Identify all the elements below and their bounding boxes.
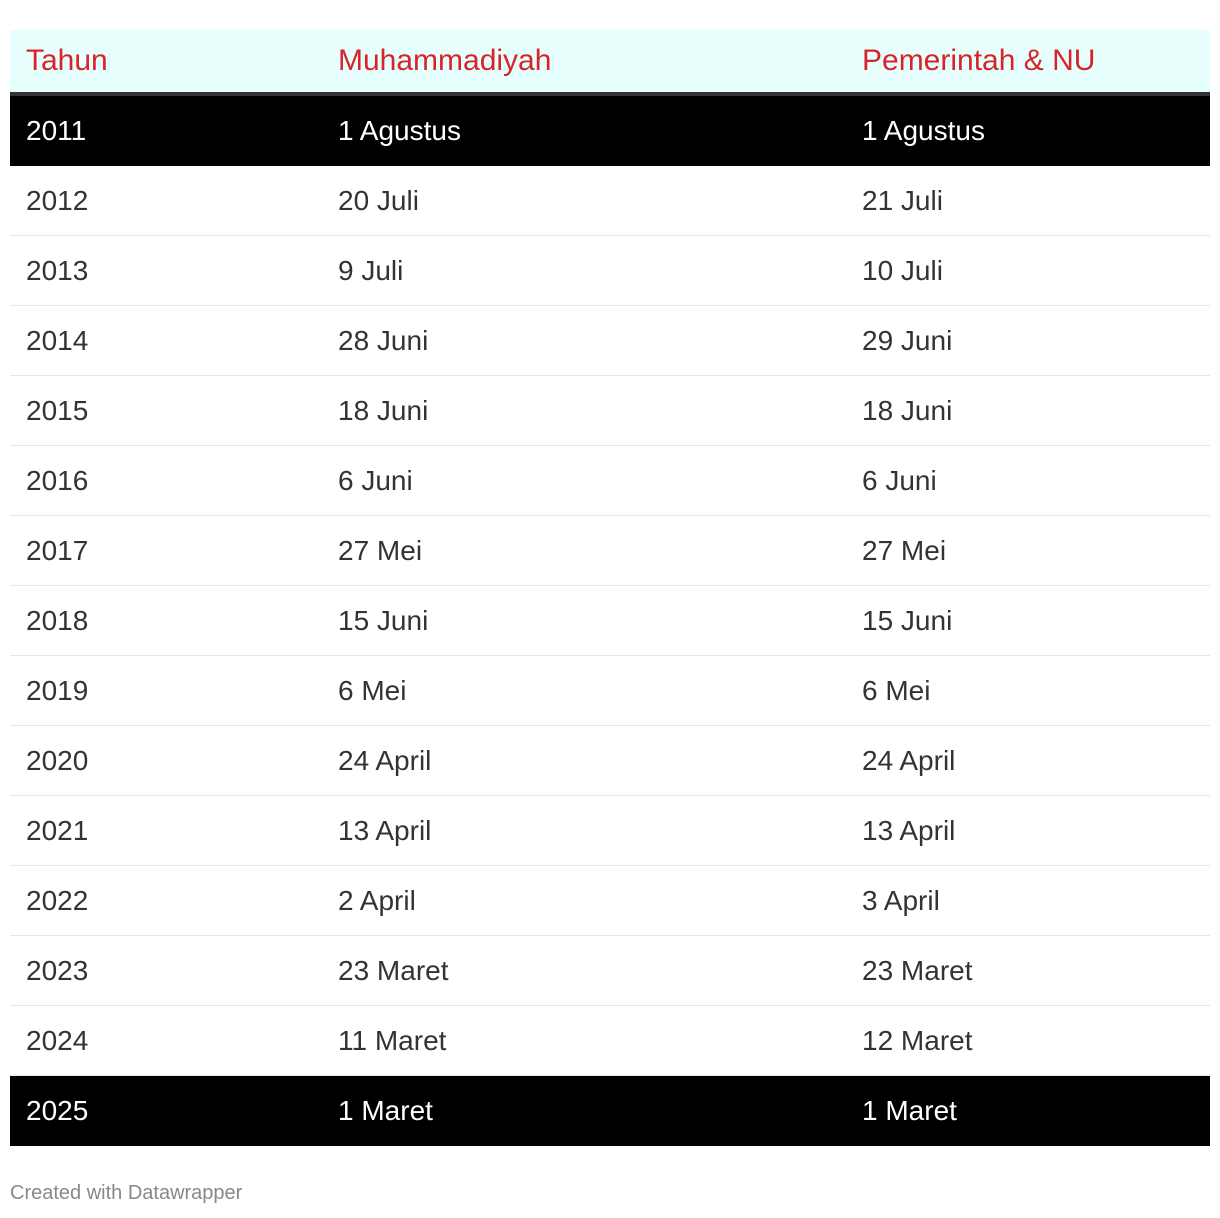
cell-year: 2024	[10, 1006, 322, 1076]
cell-pemerintah-nu: 29 Juni	[846, 306, 1210, 376]
cell-pemerintah-nu: 10 Juli	[846, 236, 1210, 306]
cell-year: 2022	[10, 866, 322, 936]
cell-muhammadiyah: 13 April	[322, 796, 846, 866]
cell-muhammadiyah: 6 Mei	[322, 656, 846, 726]
cell-muhammadiyah: 24 April	[322, 726, 846, 796]
column-header-muhammadiyah[interactable]: Muhammadiyah	[322, 30, 846, 94]
cell-pemerintah-nu: 24 April	[846, 726, 1210, 796]
cell-year: 2013	[10, 236, 322, 306]
table-row	[10, 936, 1210, 1006]
table-row	[10, 166, 1210, 236]
cell-year: 2017	[10, 516, 322, 586]
cell-year: 2021	[10, 796, 322, 866]
data-table	[10, 30, 1210, 1146]
table-row	[10, 376, 1210, 446]
cell-pemerintah-nu: 18 Juni	[846, 376, 1210, 446]
cell-year: 2014	[10, 306, 322, 376]
cell-muhammadiyah: 2 April	[322, 866, 846, 936]
table-row	[10, 1076, 1210, 1146]
cell-pemerintah-nu: 13 April	[846, 796, 1210, 866]
cell-pemerintah-nu: 23 Maret	[846, 936, 1210, 1006]
header-row	[10, 30, 1210, 94]
cell-year: 2012	[10, 166, 322, 236]
column-header-tahun[interactable]: Tahun	[10, 30, 322, 94]
cell-pemerintah-nu: 21 Juli	[846, 166, 1210, 236]
cell-year: 2018	[10, 586, 322, 656]
cell-muhammadiyah: 11 Maret	[322, 1006, 846, 1076]
table-header	[10, 30, 1210, 94]
cell-muhammadiyah: 15 Juni	[322, 586, 846, 656]
cell-pemerintah-nu: 3 April	[846, 866, 1210, 936]
cell-year: 2025	[10, 1076, 322, 1146]
data-table-container	[10, 30, 1210, 1146]
column-header-pemerintah-nu[interactable]: Pemerintah & NU	[846, 30, 1210, 94]
cell-pemerintah-nu: 1 Agustus	[846, 94, 1210, 166]
table-row	[10, 306, 1210, 376]
table-body	[10, 94, 1210, 1146]
cell-muhammadiyah: 6 Juni	[322, 446, 846, 516]
table-row	[10, 236, 1210, 306]
table-row	[10, 726, 1210, 796]
table-row	[10, 796, 1210, 866]
cell-year: 2023	[10, 936, 322, 1006]
cell-year: 2011	[10, 94, 322, 166]
table-row	[10, 1006, 1210, 1076]
cell-muhammadiyah: 1 Maret	[322, 1076, 846, 1146]
cell-muhammadiyah: 27 Mei	[322, 516, 846, 586]
cell-muhammadiyah: 9 Juli	[322, 236, 846, 306]
cell-pemerintah-nu: 12 Maret	[846, 1006, 1210, 1076]
cell-muhammadiyah: 23 Maret	[322, 936, 846, 1006]
table-row	[10, 446, 1210, 516]
cell-muhammadiyah: 1 Agustus	[322, 94, 846, 166]
cell-pemerintah-nu: 6 Mei	[846, 656, 1210, 726]
cell-muhammadiyah: 18 Juni	[322, 376, 846, 446]
cell-year: 2020	[10, 726, 322, 796]
table-row	[10, 656, 1210, 726]
cell-pemerintah-nu: 15 Juni	[846, 586, 1210, 656]
cell-muhammadiyah: 28 Juni	[322, 306, 846, 376]
datawrapper-credit: Created with Datawrapper	[10, 1182, 243, 1204]
table-row	[10, 866, 1210, 936]
cell-year: 2019	[10, 656, 322, 726]
cell-pemerintah-nu: 1 Maret	[846, 1076, 1210, 1146]
cell-year: 2016	[10, 446, 322, 516]
table-row	[10, 94, 1210, 166]
cell-muhammadiyah: 20 Juli	[322, 166, 846, 236]
table-row	[10, 586, 1210, 656]
cell-pemerintah-nu: 27 Mei	[846, 516, 1210, 586]
cell-year: 2015	[10, 376, 322, 446]
cell-pemerintah-nu: 6 Juni	[846, 446, 1210, 516]
table-row	[10, 516, 1210, 586]
